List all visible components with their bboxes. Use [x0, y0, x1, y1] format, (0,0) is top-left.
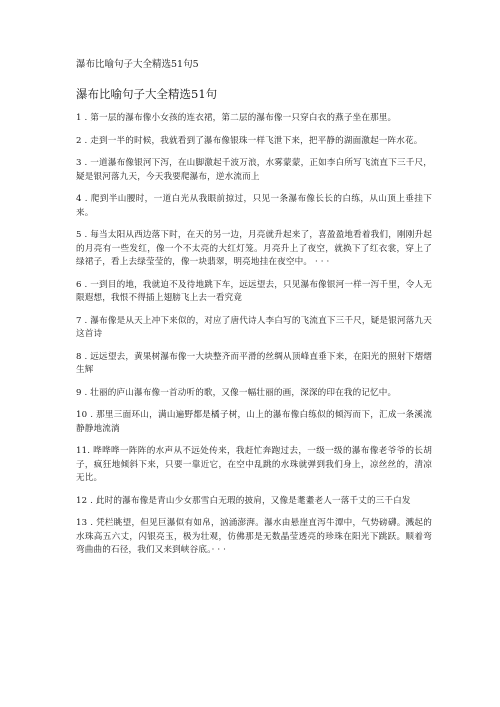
sentence-list [76, 112, 432, 567]
list-item: 7 . 瀑布像是从天上冲下来似的，对应了唐代诗人李白写的飞流直下三千尺，疑是银河落九天这首诗 [76, 315, 432, 339]
list-item: 10 . 那里三面环山，满山遍野都是橘子树，山上的瀑布像白练似的倾泻而下，汇成一条溪流静静地流淌 [76, 410, 432, 434]
list-item: 1 . 第一层的瀑布像小女孩的连衣裙，第二层的瀑布像一只穿白衣的燕子坐在那里。 [76, 113, 397, 123]
document-heading: 瀑布比喻句子大全精选51句 [76, 87, 218, 101]
list-item: 8 . 远远望去，黄果树瀑布像一大块整齐而平滑的丝绸从顶峰直垂下来，在阳光的照射下熠熠生辉 [76, 351, 432, 375]
list-item: 2 . 走到一半的时候，我就看到了瀑布像银珠一样飞泄下来，把平静的湖面激起一阵水花。 [76, 135, 423, 146]
list-item: 6 . 一到目的地，我就迫不及待地跳下车，远远望去，只见瀑布像银河一样一泻千里，令人无限遐想，我恨不得插上翅膀飞上去一看究竟 [76, 279, 432, 303]
document-title: 瀑布比喻句子大全精选51句5 [76, 59, 199, 70]
list-item: 11. 哗哗哗一阵阵的水声从不远处传来，我赶忙奔跑过去，一级一级的瀑布像老爷爷的长胡子，疯狂地倾斜下来，只要一靠近它，在空中乱跳的水珠就弹到我们身上，凉丝丝的，清凉无比。 [76, 446, 432, 483]
list-item: 3 . 一道瀑布像银河下泻，在山脚激起千波万浪，水雾蒙蒙，正如李白所写飞流直下三千尺，疑是银河落九天，今天我要爬瀑布，逆水流而上 [76, 158, 432, 182]
list-item: 13 . 凭栏眺望，但见巨瀑似有如帛，汹涌澎湃。瀑水由悬崖直泻牛潭中，气势磅礴。溅起的水珠高五六丈，闪银亮玉，极为壮观，仿佛那是无数晶莹透亮的珍珠在阳光下跳跃。顺着弯弯曲曲的石径，我们又来到峡谷底。· · · [76, 518, 432, 555]
list-item: 4 . 爬到半山腰时，一道白光从我眼前掠过，只见一条瀑布像长长的白练，从山顶上垂挂下来。 [76, 194, 432, 218]
list-item: 5 . 每当太阳从西边落下时，在天的另一边，月亮就升起来了，喜盈盈地看着我们，刚刚升起的月亮有一些发红，像一个不太亮的大红灯笼。月亮升上了夜空，就换下了红衣裳，穿上了绿裙子，看上去绿莹莹的，像一块翡翠，明亮地挂在夜空中。 · · · [76, 230, 432, 267]
list-item: 12 . 此时的瀑布像是青山少女那雪白无瑕的披肩，又像是耄耋老人一落千丈的三千白发 [76, 495, 411, 506]
list-item: 9 . 壮丽的庐山瀑布像一首动听的歌，又像一幅壮丽的画，深深的印在我的记忆中。 [76, 387, 397, 398]
